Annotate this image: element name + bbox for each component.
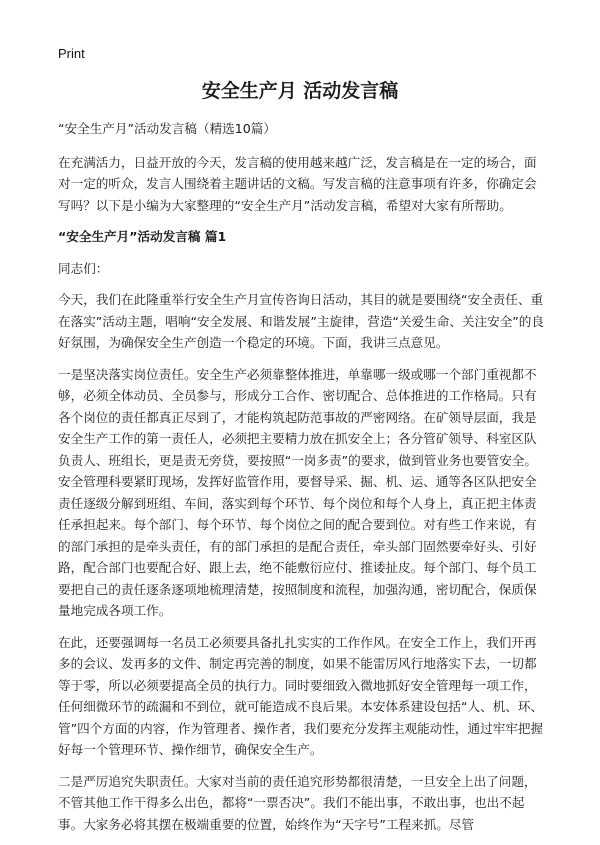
body-paragraph: 二是严厉追究失职责任。大家对当前的责任追究形势都很清楚，一旦安全上出了问题，不管其他工作干得多么出色，都将“一票否决”。我们不能出事，不敢出事，也出不起事。大家务必将其摆在极端重要的位置，始终作为“天字号”工程来抓。尽管 bbox=[58, 773, 537, 832]
intro-paragraph: 在充满活力，日益开放的今天，发言稿的使用越来越广泛，发言稿是在一定的场合，面对一定的听众，发言人围绕着主题讲话的文稿。写发言稿的注意事项有许多，你确定会写吗？以下是小编为大家整理的“安全生产月”活动发言稿，希望对大家有所帮助。 bbox=[58, 154, 537, 213]
body-paragraph: 在此，还要强调每一名员工必须要具备扎扎实实的工作作风。在安全工作上，我们开再多的会议、发再多的文件、制定再完善的制度，如果不能雷厉风行地落实下去，一切都等于零，所以必须要提高全员的执行力。同时要细致入微地抓好安全管理每一项工作，任何细微环节的疏漏和不到位，就可能造成不良后果。本安体系建设包括“人、机、环、管”四个方面的内容，作为管理者、操作者，我们要充分发挥主观能动性，通过牢牢把握好每一个管理环节、操作细节，确保安全生产。 bbox=[58, 634, 544, 757]
document-subtitle: “安全生产月”活动发言稿（精选10篇） bbox=[58, 121, 276, 136]
section-heading: “安全生产月”活动发言稿 篇1 bbox=[58, 229, 227, 244]
body-paragraph: 今天，我们在此隆重举行安全生产月宣传咨询日活动，其目的就是要围绕“安全责任、重在落实”活动主题，唱响“安全发展、和谐发展”主旋律，营造“关爱生命、关注安全”的良好氛围，为确保安全生产创造一个稳定的环境。下面，我讲三点意见。 bbox=[58, 292, 544, 350]
print-link[interactable]: Print bbox=[58, 46, 85, 61]
document-body bbox=[58, 118, 546, 845]
body-paragraph: 一是坚决落实岗位责任。安全生产必须靠整体推进，单靠哪一级或哪一个部门重视都不够，必须全体动员、全员参与，形成分工合作、密切配合、总体推进的工作格局。只有各个岗位的责任都真正尽到了，才能构筑起防范事故的严密网络。在矿领导层面，我是安全生产工作的第一责任人，必须把主要精力放在抓安全上；各分管矿领导、科室区队负责人、班组长，更是责无旁贷，要按照“一岗多责”的要求，做到管业务也要管安全。安全管理科要紧盯现场，发挥好监管作用，要督导采、掘、机、运、通等各区队把安全责任逐级分解到班组、车间，落实到每个环节、每个岗位和每个人身上，真正把主体责任承担起来。每个部门、每个环节、每个岗位之间的配合要到位。对有些工作来说，有的部门承担的是牵头责任，有的部门承担的是配合责任，牵头部门固然要牵好头、引好路，配合部门也要配合好、跟上去，绝不能敷衍应付、推诿扯皮。每个部门、每个员工要把自己的责任逐条逐项地梳理清楚，按照制度和流程，加强沟通，密切配合，保质保量地完成各项工作。 bbox=[58, 366, 538, 618]
greeting: 同志们： bbox=[58, 260, 109, 276]
page-title: 安全生产月 活动发言稿 bbox=[201, 80, 399, 102]
